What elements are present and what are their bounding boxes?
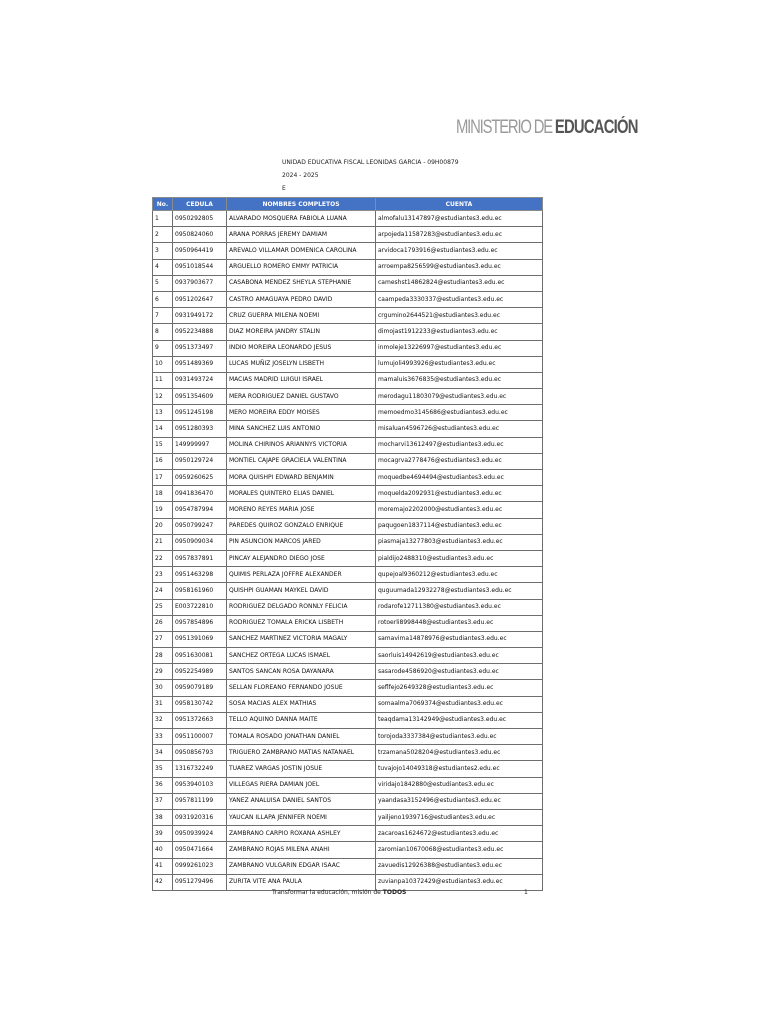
name-cell: RODRIGUEZ DELGADO RONNLY FELICIA bbox=[227, 599, 376, 615]
account-cell: samavima14878976@estudiantes3.edu.ec bbox=[376, 631, 543, 647]
table-row bbox=[153, 534, 543, 550]
table-header-row bbox=[153, 198, 543, 211]
table-row bbox=[153, 809, 543, 825]
cedula-cell: 0951354609 bbox=[173, 389, 227, 405]
name-cell: ARANA PORRAS JEREMY DAMIAM bbox=[227, 227, 376, 243]
table-row bbox=[153, 340, 543, 356]
name-cell: QUIMIS PERLAZA JOFFRE ALEXANDER bbox=[227, 567, 376, 583]
row-number: 32 bbox=[153, 712, 173, 728]
name-cell: CASABONA MENDEZ SHEYLA STEPHANIE bbox=[227, 275, 376, 291]
cedula-cell: 0951373497 bbox=[173, 340, 227, 356]
row-number: 9 bbox=[153, 340, 173, 356]
name-cell: ALVARADO MOSQUERA FABIOLA LUANA bbox=[227, 211, 376, 227]
table-row bbox=[153, 372, 543, 388]
cedula-cell: 0957854896 bbox=[173, 615, 227, 631]
cedula-cell: 0951202647 bbox=[173, 291, 227, 307]
account-cell: quguumada12932278@estudiantes3.edu.ec bbox=[376, 583, 543, 599]
cedula-cell: 0950292805 bbox=[173, 211, 227, 227]
cedula-cell: 0950799247 bbox=[173, 518, 227, 534]
cedula-cell: 0959260625 bbox=[173, 470, 227, 486]
cedula-cell: 0952254989 bbox=[173, 664, 227, 680]
cedula-cell: 0958130742 bbox=[173, 696, 227, 712]
account-cell: somaalma7069374@estudiantes3.edu.ec bbox=[376, 696, 543, 712]
roster-body bbox=[153, 211, 543, 891]
row-number: 23 bbox=[153, 567, 173, 583]
row-number: 1 bbox=[153, 211, 173, 227]
account-cell: rodarofe12711380@estudiantes3.edu.ec bbox=[376, 599, 543, 615]
account-cell: viridajo1842880@estudiantes3.edu.ec bbox=[376, 777, 543, 793]
table-row bbox=[153, 712, 543, 728]
name-cell: PINCAY ALEJANDRO DIEGO JOSE bbox=[227, 550, 376, 566]
table-row bbox=[153, 858, 543, 874]
account-cell: moquelda2092931@estudiantes3.edu.ec bbox=[376, 486, 543, 502]
table-row bbox=[153, 696, 543, 712]
name-cell: TELLO AQUINO DANNA MAITE bbox=[227, 712, 376, 728]
name-cell: ZAMBRANO ROJAS MILENA ANAHI bbox=[227, 842, 376, 858]
row-number: 8 bbox=[153, 324, 173, 340]
cedula-cell: 0951279496 bbox=[173, 874, 227, 890]
name-cell: TOMALA ROSADO JONATHAN DANIEL bbox=[227, 729, 376, 745]
account-cell: mocharvi13612497@estudiantes3.edu.ec bbox=[376, 437, 543, 453]
row-number: 12 bbox=[153, 389, 173, 405]
table-row bbox=[153, 470, 543, 486]
table-row bbox=[153, 502, 543, 518]
cedula-cell: 0950824060 bbox=[173, 227, 227, 243]
logo-text-thin: MINISTERIO DE bbox=[456, 117, 555, 138]
account-cell: pialdijo2488310@estudiantes3.edu.ec bbox=[376, 550, 543, 566]
name-cell: MINA SANCHEZ LUIS ANTONIO bbox=[227, 421, 376, 437]
cedula-cell: 0951245198 bbox=[173, 405, 227, 421]
row-number: 22 bbox=[153, 550, 173, 566]
table-row bbox=[153, 211, 543, 227]
name-cell: PAREDES QUIROZ GONZALO ENRIQUE bbox=[227, 518, 376, 534]
table-row bbox=[153, 648, 543, 664]
name-cell: RODRIGUEZ TOMALA ERICKA LISBETH bbox=[227, 615, 376, 631]
column-header-cedula: CEDULA bbox=[173, 198, 227, 211]
account-cell: zavuedis12926388@estudiantes3.edu.ec bbox=[376, 858, 543, 874]
account-cell: merodagu11803079@estudiantes3.edu.ec bbox=[376, 389, 543, 405]
row-number: 3 bbox=[153, 243, 173, 259]
name-cell: ZURITA VITE ANA PAULA bbox=[227, 874, 376, 890]
account-cell: misaluan4596726@estudiantes3.edu.ec bbox=[376, 421, 543, 437]
cedula-cell: 0951630081 bbox=[173, 648, 227, 664]
row-number: 27 bbox=[153, 631, 173, 647]
account-cell: arpojeda11587283@estudiantes3.edu.ec bbox=[376, 227, 543, 243]
name-cell: MORENO REYES MARIA JOSE bbox=[227, 502, 376, 518]
cedula-cell: 0937903677 bbox=[173, 275, 227, 291]
account-cell: rotoerli8998448@estudiantes3.edu.ec bbox=[376, 615, 543, 631]
account-cell: yailjeno1939716@estudiantes3.edu.ec bbox=[376, 809, 543, 825]
table-row bbox=[153, 291, 543, 307]
name-cell: MONTIEL CAJAPE GRACIELA VALENTINA bbox=[227, 453, 376, 469]
section-letter: E bbox=[282, 185, 286, 192]
row-number: 11 bbox=[153, 372, 173, 388]
row-number: 26 bbox=[153, 615, 173, 631]
row-number: 7 bbox=[153, 308, 173, 324]
column-header-names: NOMBRES COMPLETOS bbox=[227, 198, 376, 211]
name-cell: YAUCAN ILLAPA JENNIFER NOEMI bbox=[227, 809, 376, 825]
table-row bbox=[153, 761, 543, 777]
institution-title: UNIDAD EDUCATIVA FISCAL LEONIDAS GARCIA - 09H00879 bbox=[282, 159, 459, 166]
account-cell: zaromian10670068@estudiantes3.edu.ec bbox=[376, 842, 543, 858]
account-cell: mamaluis3676835@estudiantes3.edu.ec bbox=[376, 372, 543, 388]
name-cell: INDIO MOREIRA LEONARDO JESUS bbox=[227, 340, 376, 356]
account-cell: cameshst14862824@estudiantes3.edu.ec bbox=[376, 275, 543, 291]
account-cell: memoedmo3145686@estudiantes3.edu.ec bbox=[376, 405, 543, 421]
account-cell: almofalu13147897@estudiantes3.edu.ec bbox=[376, 211, 543, 227]
page-number: 1 bbox=[524, 889, 528, 896]
row-number: 18 bbox=[153, 486, 173, 502]
account-cell: yaandasa3152496@estudiantes3.edu.ec bbox=[376, 793, 543, 809]
name-cell: ZAMBRANO VULGARIN EDGAR ISAAC bbox=[227, 858, 376, 874]
table-row bbox=[153, 405, 543, 421]
account-cell: dimojast1912233@estudiantes3.edu.ec bbox=[376, 324, 543, 340]
table-row bbox=[153, 356, 543, 372]
name-cell: MERO MOREIRA EDDY MOISES bbox=[227, 405, 376, 421]
row-number: 17 bbox=[153, 470, 173, 486]
row-number: 20 bbox=[153, 518, 173, 534]
row-number: 42 bbox=[153, 874, 173, 890]
name-cell: MOLINA CHIRINOS ARIANNYS VICTORIA bbox=[227, 437, 376, 453]
table-row bbox=[153, 421, 543, 437]
table-row bbox=[153, 745, 543, 761]
name-cell: MORA QUISHPI EDWARD BENJAMIN bbox=[227, 470, 376, 486]
account-cell: tuvajojo14049318@estudiantes2.edu.ec bbox=[376, 761, 543, 777]
name-cell: SANTOS SANCAN ROSA DAYANARA bbox=[227, 664, 376, 680]
row-number: 28 bbox=[153, 648, 173, 664]
cedula-cell: 0950856793 bbox=[173, 745, 227, 761]
row-number: 25 bbox=[153, 599, 173, 615]
cedula-cell: 0954787994 bbox=[173, 502, 227, 518]
column-header-account: CUENTA bbox=[376, 198, 543, 211]
row-number: 36 bbox=[153, 777, 173, 793]
name-cell: TUAREZ VARGAS JOSTIN JOSUE bbox=[227, 761, 376, 777]
name-cell: SANCHEZ MARTINEZ VICTORIA MAGALY bbox=[227, 631, 376, 647]
table-row bbox=[153, 874, 543, 890]
row-number: 29 bbox=[153, 664, 173, 680]
account-cell: seflfejo2649328@estudiantes3.edu.ec bbox=[376, 680, 543, 696]
table-row bbox=[153, 664, 543, 680]
row-number: 38 bbox=[153, 809, 173, 825]
table-row bbox=[153, 227, 543, 243]
cedula-cell: 0951489369 bbox=[173, 356, 227, 372]
name-cell: TRIGUERO ZAMBRANO MATIAS NATANAEL bbox=[227, 745, 376, 761]
name-cell: MACIAS MADRID LUIGUI ISRAEL bbox=[227, 372, 376, 388]
account-cell: qupejoal9360212@estudiantes3.edu.ec bbox=[376, 567, 543, 583]
table-row bbox=[153, 324, 543, 340]
name-cell: CRUZ GUERRA MILENA NOEMI bbox=[227, 308, 376, 324]
cedula-cell: 0951463298 bbox=[173, 567, 227, 583]
logo-text-bold: EDUCACIÓN bbox=[554, 117, 638, 138]
table-row bbox=[153, 583, 543, 599]
cedula-cell: 0950939924 bbox=[173, 826, 227, 842]
account-cell: inmoleje13226997@estudiantes3.edu.ec bbox=[376, 340, 543, 356]
cedula-cell: 0957837891 bbox=[173, 550, 227, 566]
name-cell: MERA RODRIGUEZ DANIEL GUSTAVO bbox=[227, 389, 376, 405]
name-cell: YANEZ ANALUISA DANIEL SANTOS bbox=[227, 793, 376, 809]
cedula-cell: 0959079189 bbox=[173, 680, 227, 696]
row-number: 5 bbox=[153, 275, 173, 291]
row-number: 4 bbox=[153, 259, 173, 275]
cedula-cell: 0931493724 bbox=[173, 372, 227, 388]
row-number: 2 bbox=[153, 227, 173, 243]
table-row bbox=[153, 259, 543, 275]
table-row bbox=[153, 793, 543, 809]
table-row bbox=[153, 518, 543, 534]
table-row bbox=[153, 826, 543, 842]
row-number: 14 bbox=[153, 421, 173, 437]
cedula-cell: 0957811199 bbox=[173, 793, 227, 809]
row-number: 30 bbox=[153, 680, 173, 696]
cedula-cell: 0950964419 bbox=[173, 243, 227, 259]
name-cell: DIAZ MOREIRA JANDRY STALIN bbox=[227, 324, 376, 340]
name-cell: ZAMBRANO CARPIO ROXANA ASHLEY bbox=[227, 826, 376, 842]
account-cell: lumujoli4993926@estudiantes3.edu.ec bbox=[376, 356, 543, 372]
account-cell: trzamana5028204@estudiantes3.edu.ec bbox=[376, 745, 543, 761]
account-cell: crgumino2644521@estudiantes3.edu.ec bbox=[376, 308, 543, 324]
column-header-number: No. bbox=[153, 198, 173, 211]
table-row bbox=[153, 567, 543, 583]
table-row bbox=[153, 729, 543, 745]
cedula-cell: 0931949172 bbox=[173, 308, 227, 324]
table-row bbox=[153, 631, 543, 647]
table-row bbox=[153, 453, 543, 469]
account-cell: moremajo2202000@estudiantes3.edu.ec bbox=[376, 502, 543, 518]
cedula-cell: 0951391069 bbox=[173, 631, 227, 647]
name-cell: ARGUELLO ROMERO EMMY PATRICIA bbox=[227, 259, 376, 275]
table-row bbox=[153, 615, 543, 631]
footer-slogan-text: Transformar la educación, misión de bbox=[272, 889, 383, 896]
account-cell: caampeda3330337@estudiantes3.edu.ec bbox=[376, 291, 543, 307]
row-number: 19 bbox=[153, 502, 173, 518]
cedula-cell: 0999261023 bbox=[173, 858, 227, 874]
name-cell: SANCHEZ ORTEGA LUCAS ISMAEL bbox=[227, 648, 376, 664]
account-cell: saorluis14942619@estudiantes3.edu.ec bbox=[376, 648, 543, 664]
account-cell: arvidoca1793916@estudiantes3.edu.ec bbox=[376, 243, 543, 259]
table-row bbox=[153, 680, 543, 696]
account-cell: sasarode4586920@estudiantes3.edu.ec bbox=[376, 664, 543, 680]
row-number: 24 bbox=[153, 583, 173, 599]
student-roster-table bbox=[152, 197, 543, 891]
cedula-cell: 0950471664 bbox=[173, 842, 227, 858]
name-cell: MORALES QUINTERO ELIAS DANIEL bbox=[227, 486, 376, 502]
table-row bbox=[153, 437, 543, 453]
account-cell: arroempa8256599@estudiantes3.edu.ec bbox=[376, 259, 543, 275]
table-row bbox=[153, 777, 543, 793]
account-cell: piasmaja13277803@estudiantes3.edu.ec bbox=[376, 534, 543, 550]
name-cell: CASTRO AMAGUAYA PEDRO DAVID bbox=[227, 291, 376, 307]
footer-slogan-bold: TODOS bbox=[382, 889, 407, 896]
row-number: 15 bbox=[153, 437, 173, 453]
school-period: 2024 - 2025 bbox=[282, 172, 319, 179]
row-number: 35 bbox=[153, 761, 173, 777]
name-cell: VILLEGAS RIERA DAMIAN JOEL bbox=[227, 777, 376, 793]
row-number: 31 bbox=[153, 696, 173, 712]
cedula-cell: 0951280393 bbox=[173, 421, 227, 437]
row-number: 13 bbox=[153, 405, 173, 421]
name-cell: PIN ASUNCION MARCOS JARED bbox=[227, 534, 376, 550]
row-number: 16 bbox=[153, 453, 173, 469]
row-number: 41 bbox=[153, 858, 173, 874]
row-number: 37 bbox=[153, 793, 173, 809]
cedula-cell: 0931920316 bbox=[173, 809, 227, 825]
table-row bbox=[153, 275, 543, 291]
account-cell: torojoda3337384@estudiantes3.edu.ec bbox=[376, 729, 543, 745]
cedula-cell: E003722810 bbox=[173, 599, 227, 615]
cedula-cell: 0951372663 bbox=[173, 712, 227, 728]
cedula-cell: 0952234888 bbox=[173, 324, 227, 340]
cedula-cell: 0953940103 bbox=[173, 777, 227, 793]
account-cell: zacaroas1624672@estudiantes3.edu.ec bbox=[376, 826, 543, 842]
row-number: 10 bbox=[153, 356, 173, 372]
row-number: 33 bbox=[153, 729, 173, 745]
footer-slogan bbox=[272, 889, 406, 896]
cedula-cell: 1316732249 bbox=[173, 761, 227, 777]
name-cell: QUISHPI GUAMAN MAYKEL DAVID bbox=[227, 583, 376, 599]
name-cell: LUCAS MUÑIZ JOSELYN LISBETH bbox=[227, 356, 376, 372]
account-cell: paqugoen1837114@estudiantes3.edu.ec bbox=[376, 518, 543, 534]
table-row bbox=[153, 389, 543, 405]
cedula-cell: 0941836470 bbox=[173, 486, 227, 502]
table-row bbox=[153, 842, 543, 858]
cedula-cell: 149999997 bbox=[173, 437, 227, 453]
row-number: 6 bbox=[153, 291, 173, 307]
cedula-cell: 0950909034 bbox=[173, 534, 227, 550]
table-row bbox=[153, 599, 543, 615]
table-row bbox=[153, 308, 543, 324]
row-number: 40 bbox=[153, 842, 173, 858]
account-cell: zuvianpa10372429@estudiantes3.edu.ec bbox=[376, 874, 543, 890]
name-cell: SOSA MACIAS ALEX MATHIAS bbox=[227, 696, 376, 712]
table-row bbox=[153, 550, 543, 566]
account-cell: mocagrva2778476@estudiantes3.edu.ec bbox=[376, 453, 543, 469]
row-number: 21 bbox=[153, 534, 173, 550]
name-cell: SELLAN FLOREANO FERNANDO JOSUE bbox=[227, 680, 376, 696]
name-cell: AREVALO VILLAMAR DOMENICA CAROLINA bbox=[227, 243, 376, 259]
row-number: 34 bbox=[153, 745, 173, 761]
ministry-logo bbox=[456, 110, 638, 146]
cedula-cell: 0951100007 bbox=[173, 729, 227, 745]
row-number: 39 bbox=[153, 826, 173, 842]
cedula-cell: 0958161960 bbox=[173, 583, 227, 599]
table-row bbox=[153, 486, 543, 502]
table-row bbox=[153, 243, 543, 259]
account-cell: moquedbe4694494@estudiantes3.edu.ec bbox=[376, 470, 543, 486]
cedula-cell: 0951018544 bbox=[173, 259, 227, 275]
account-cell: teaqdama13142949@estudiantes3.edu.ec bbox=[376, 712, 543, 728]
cedula-cell: 0950129724 bbox=[173, 453, 227, 469]
